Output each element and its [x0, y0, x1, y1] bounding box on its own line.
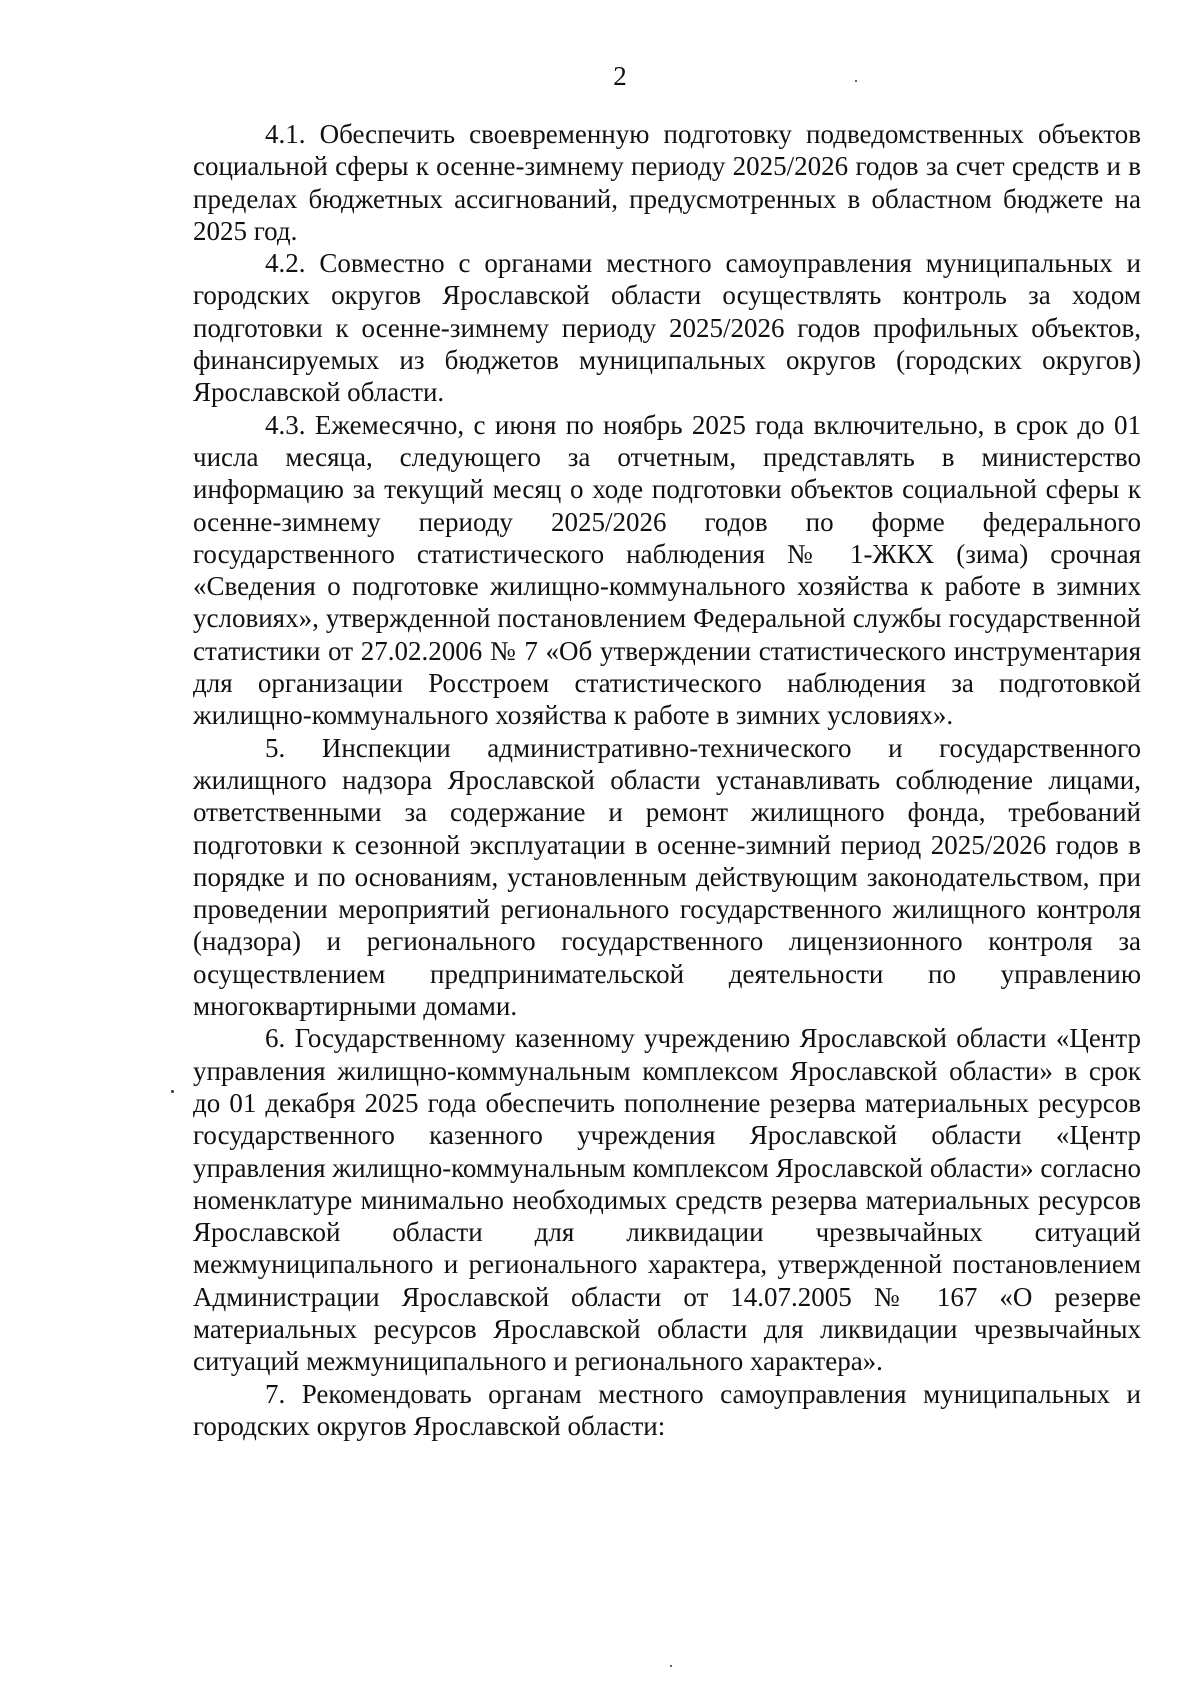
- scan-speck: [171, 1090, 174, 1093]
- paragraph-7: 7. Рекомендовать органам местного самоуправления муниципальных и городских округов Ярославской области:: [193, 1378, 1141, 1441]
- paragraph-6: 6. Государственному казенному учреждению Ярославской области «Центр управления жилищно-коммунальным комплексом Ярославской области» в срок до 01 декабря 2025 года обеспечить пополнение резерва материальных ресурсов государственного казенного учреждения Ярославской области «Центр управления жилищно-коммунальным комплексом Ярославской области» согласно номенклатуре минимально необходимых средств резерва материальных ресурсов Ярославской области для ликвидации чрезвычайных ситуаций межмуниципального и регионального характера, утвержденной постановлением Администрации Ярославской области от 14.07.2005 № 167 «О резерве материальных ресурсов Ярославской области для ликвидации чрезвычайных ситуаций межмуниципального и регионального характера».: [193, 1023, 1141, 1377]
- document-body: [193, 118, 1141, 1442]
- paragraph-5: 5. Инспекции административно-технического и государственного жилищного надзора Ярославской области устанавливать соблюдение лицами, ответственными за содержание и ремонт жилищного фонда, требований подготовки к сезонной эксплуатации в осенне-зимний период 2025/2026 годов в порядке и по основаниям, установленным действующим законодательством, при проведении мероприятий регионального государственного жилищного контроля (надзора) и регионального государственного лицензионного контроля за осуществлением предпринимательской деятельности по управлению многоквартирными домами.: [193, 732, 1141, 1022]
- paragraph-4-2: 4.2. Совместно с органами местного самоуправления муниципальных и городских округов Ярославской области осуществлять контроль за ходом подготовки к осенне-зимнему периоду 2025/2026 годов профильных объектов, финансируемых из бюджетов муниципальных округов (городских округов) Ярославской области.: [193, 248, 1141, 408]
- paragraph-4-3: 4.3. Ежемесячно, с июня по ноябрь 2025 года включительно, в срок до 01 числа месяца, следующего за отчетным, представлять в министерство информацию за текущий месяц о ходе подготовки объектов социальной сферы к осенне-зимнему периоду 2025/2026 годов по форме федерального государственного статистического наблюдения № 1-ЖКХ (зима) срочная «Сведения о подготовке жилищно-коммунального хозяйства к работе в зимних условиях», утвержденной постановлением Федеральной службы государственной статистики от 27.02.2006 № 7 «Об утверждении статистического инструментария для организации Росстроем статистического наблюдения за подготовкой жилищно-коммунального хозяйства к работе в зимних условиях».: [193, 409, 1141, 731]
- scan-speck: [855, 80, 857, 82]
- page-number: 2: [613, 61, 627, 91]
- scan-speck: [670, 1665, 672, 1667]
- paragraph-4-1: 4.1. Обеспечить своевременную подготовку подведомственных объектов социальной сферы к осенне-зимнему периоду 2025/2026 годов за счет средств и в пределах бюджетных ассигнований, предусмотренных в областном бюджете на 2025 год.: [193, 119, 1141, 246]
